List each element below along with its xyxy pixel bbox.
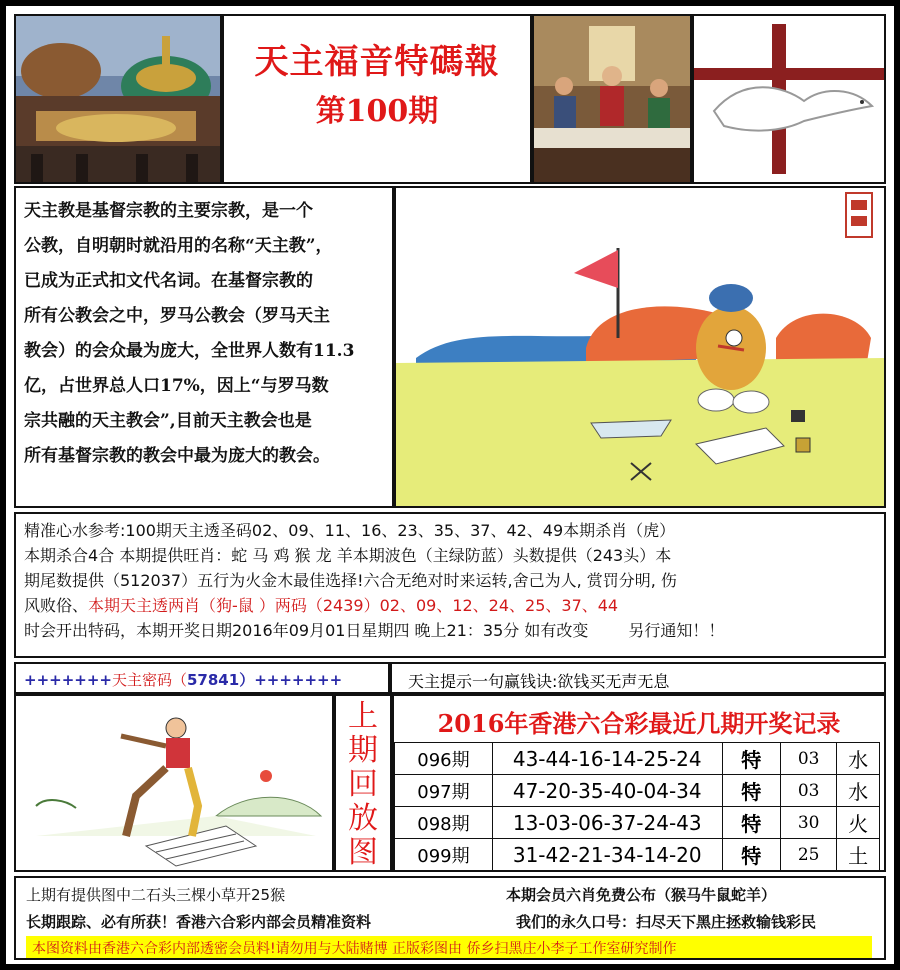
footer-banner: 本图资料由香港六合彩内部透密会员料!请勿用与大陆赌博 正版彩图由 侨乡扫黑庄小李子工作室研究制作 <box>32 941 677 957</box>
church-dome-illustration <box>16 16 220 182</box>
element-cell: 火 <box>837 807 880 839</box>
te-cell: 特 <box>722 775 780 807</box>
records-table <box>394 742 880 871</box>
table-row <box>395 743 880 775</box>
numbers-cell: 43-44-16-14-25-24 <box>492 743 722 775</box>
special-cell: 30 <box>780 807 836 839</box>
numbers-cell: 47-20-35-40-04-34 <box>492 775 722 807</box>
secret-label: 天主密码（ <box>111 671 187 689</box>
secret-prefix: +++++++ <box>24 671 112 689</box>
cartoon-illustration <box>396 188 884 506</box>
te-cell: 特 <box>722 807 780 839</box>
replay-label <box>336 700 390 870</box>
numbers-cell: 13-03-06-37-24-43 <box>492 807 722 839</box>
intro-text-box <box>14 186 394 508</box>
info-line: 期尾数提供（512037）五行为火金木最佳选择!六合无绝对时来运转,舍己为人, 赏罚分明, 伤 <box>24 571 677 590</box>
footer-tracking: 长期跟踪、必有所获！香港六合彩内部会员精准资料 <box>26 913 372 931</box>
last-supper-painting <box>534 16 690 182</box>
secret-code-box <box>14 662 390 694</box>
info-line: 本期杀合4合 本期提供旺肖：蛇 马 鸡 猴 龙 羊本期波色（主绿防蓝）头数提供（243头）本 <box>24 546 672 565</box>
intro-line: 亿，占世界总人口17%，因上“与罗马数 <box>24 376 329 396</box>
issue-number: 第100期 <box>315 94 439 129</box>
header-title-box <box>222 14 532 184</box>
header-cross-dove-image <box>692 14 886 184</box>
intro-line: 教会）的会众最为庞大，全世界人数有11.3 <box>24 341 355 361</box>
header-last-supper-image <box>532 14 692 184</box>
te-cell: 特 <box>722 743 780 775</box>
special-cell: 25 <box>780 839 836 871</box>
period-cell: 099期 <box>395 839 493 871</box>
footer-banner-bg <box>26 936 872 958</box>
element-cell: 土 <box>837 839 880 871</box>
intro-line: 天主教是基督宗教的主要宗教，是一个 <box>24 201 313 221</box>
info-text-segment: 风败俗、 <box>24 596 89 615</box>
table-row <box>395 775 880 807</box>
secret-code: 57841 <box>187 671 240 689</box>
special-cell: 03 <box>780 743 836 775</box>
replay-char: 上 <box>348 699 378 734</box>
intro-line: 已成为正式扣文代名词。在基督宗教的 <box>24 271 313 291</box>
cartoon-image-box <box>394 186 886 508</box>
info-line <box>24 618 878 643</box>
intro-paragraph <box>24 194 386 474</box>
period-cell: 097期 <box>395 775 493 807</box>
info-text-segment: 时会开出特码，本期开奖日期2016年09月01日星期四 晚上21：35分 如有改变 <box>24 621 589 640</box>
numbers-cell: 31-42-21-34-14-20 <box>492 839 722 871</box>
newspaper-page <box>6 6 894 964</box>
intro-line: 所有基督宗教的教会中最为庞大的教会。 <box>24 446 330 466</box>
replay-char: 图 <box>348 835 378 870</box>
replay-char: 期 <box>348 733 378 768</box>
table-row <box>395 839 880 871</box>
special-cell: 03 <box>780 775 836 807</box>
page-title: 天主福音特碼報 <box>254 42 500 82</box>
hint-text: 天主提示一句赢钱诀:欲钱买无声无息 <box>408 672 670 691</box>
replay-label-box <box>334 694 392 872</box>
replay-image-box <box>14 694 334 872</box>
replay-char: 放 <box>348 801 378 836</box>
info-line <box>24 593 878 618</box>
footer-slogan: 我们的永久口号：扫尽天下黑庄拯救输钱彩民 <box>516 913 817 931</box>
hint-box <box>390 662 886 694</box>
secret-code-line <box>24 669 342 690</box>
footer-member-free: 本期会员六肖免费公布（猴马牛鼠蛇羊） <box>506 886 777 904</box>
table-row <box>395 807 880 839</box>
footer-last-hint: 上期有提供图中二石头三棵小草开25猴 <box>26 886 286 904</box>
period-cell: 096期 <box>395 743 493 775</box>
footer-box <box>14 876 886 960</box>
info-line: 精准心水参考:100期天主透圣码02、09、11、16、23、35、37、42、49本期杀肖（虎） <box>24 521 676 540</box>
secret-suffix: ）+++++++ <box>239 671 343 689</box>
info-highlight: 本期天主透两肖（狗-鼠 ）两码（2439）02、09、12、24、25、37、44 <box>88 596 619 615</box>
intro-line: 宗共融的天主教会”,目前天主教会也是 <box>24 411 312 431</box>
replay-char: 回 <box>348 767 378 802</box>
te-cell: 特 <box>722 839 780 871</box>
period-cell: 098期 <box>395 807 493 839</box>
replay-cartoon <box>16 696 332 870</box>
element-cell: 水 <box>837 775 880 807</box>
intro-line: 所有公教会之中，罗马公教会（罗马天主 <box>24 306 330 326</box>
cross-dove-icon <box>694 16 884 182</box>
intro-line: 公教，自明朝时就沿用的名称“天主教”， <box>24 236 333 256</box>
info-text <box>24 518 878 643</box>
header-church-image <box>14 14 222 184</box>
info-text-segment: 另行通知！！ <box>628 621 725 640</box>
element-cell: 水 <box>837 743 880 775</box>
records-box <box>392 694 886 872</box>
info-box <box>14 512 886 658</box>
records-title: 2016年香港六合彩最近几期开奖记录 <box>437 709 841 738</box>
